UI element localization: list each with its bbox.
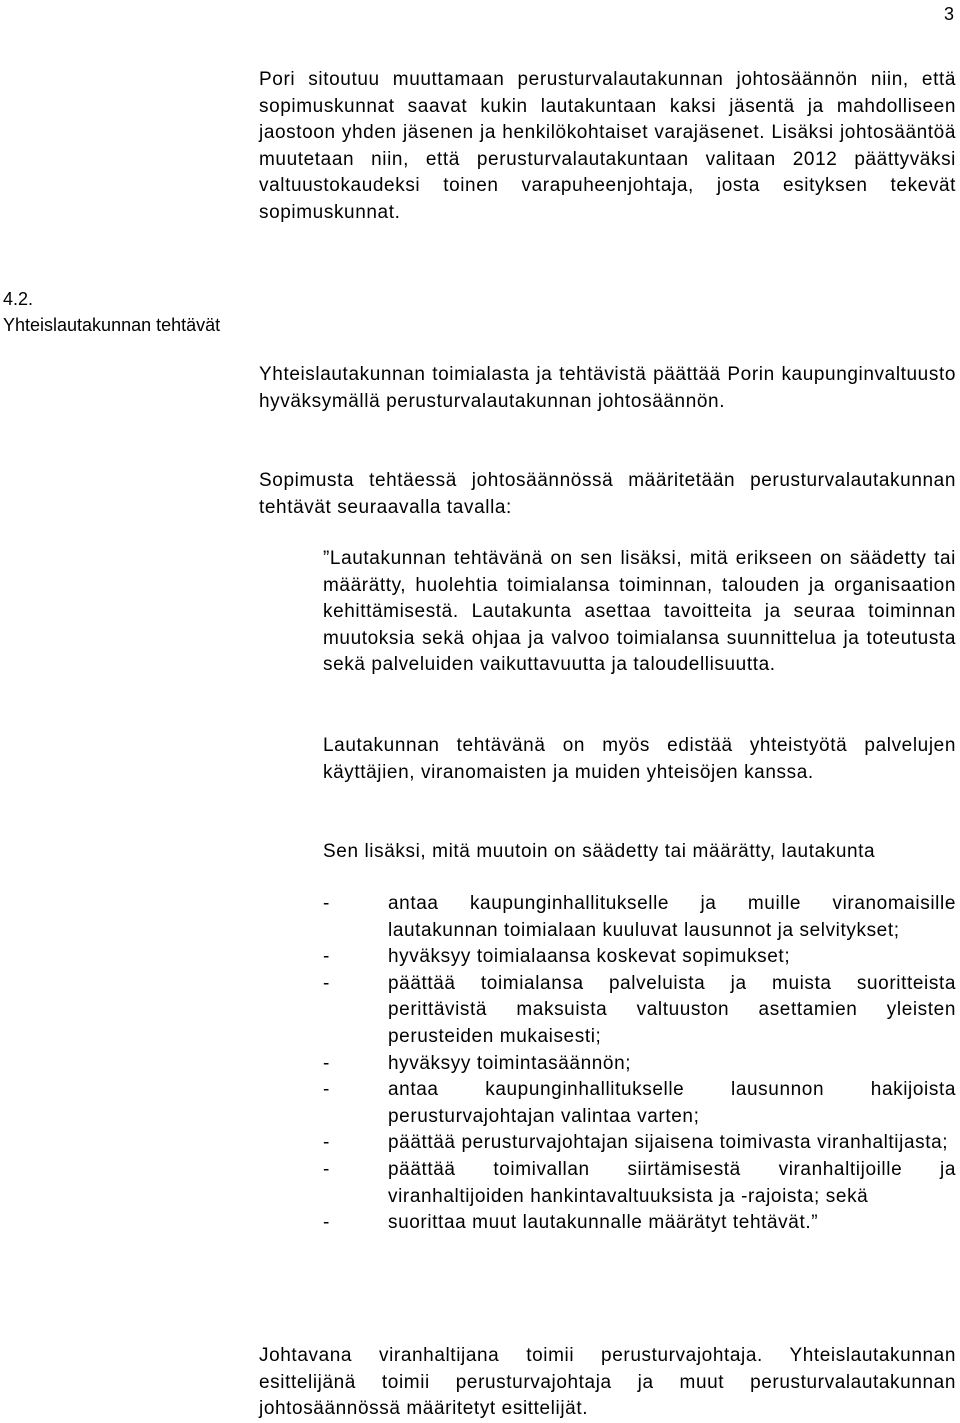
list-item-text: suorittaa muut lautakunnalle määrätyt tehtävät.” <box>388 1212 819 1234</box>
quote-paragraph-cooperation: Lautakunnan tehtävänä on myös edistää yhteistyötä palvelujen käyttäjien, viranomaisten ja muiden yhteisöjen kanssa. <box>323 735 956 783</box>
list-item-text: antaa kaupunginhallitukselle ja muille viranomaisille lautakunnan toimialaan kuuluvat lausunnot ja selvitykset; <box>388 893 956 941</box>
section-number: 4.2. <box>3 289 34 309</box>
list-dash: - <box>323 893 330 914</box>
list-item-text: hyväksyy toimintasäännön; <box>388 1052 632 1074</box>
list-item <box>323 944 956 971</box>
list-item <box>323 1130 956 1157</box>
list-item <box>323 1077 956 1130</box>
paragraph-commitment: Pori sitoutuu muuttamaan perusturvalautakunnan johtosäännön niin, että sopimuskunnat saavat kukin lautakuntaan kaksi jäsentä ja mahdolliseen jaostoon yhden jäsenen ja henkilökohtaiset varajäsenet. Lisäksi johtosääntöä muutetaan niin, että perusturvalautakuntaan valitaan 2012 päättyväksi valtuustokaudeksi toinen varapuheenjohtaja, josta esityksen tekevät sopimuskunnat. <box>259 69 956 223</box>
paragraph-agreement: Sopimusta tehtäessä johtosäännössä määritetään perusturvalautakunnan tehtävät seuraavalla tavalla: <box>259 470 956 518</box>
paragraph-officials: Johtavana viranhaltijana toimii perusturvajohtaja. Yhteislautakunnan esittelijänä toimii perusturvajohtaja ja muut perusturvalautakunnan johtosäännössä määritetyt esittelijät. <box>259 1345 956 1420</box>
list-dash: - <box>323 972 330 994</box>
list-item-text: päättää toimivallan siirtämisestä viranhaltijoille ja viranhaltijoiden hankintavaltuuksista ja -rajoista; sekä <box>388 1158 956 1207</box>
page-number: 3 <box>943 4 954 24</box>
duties-list <box>323 891 956 1237</box>
list-dash: - <box>323 1052 330 1074</box>
list-item <box>323 1051 956 1078</box>
list-item <box>323 971 956 1051</box>
list-item-text: hyväksyy toimialaansa koskevat sopimukset; <box>388 946 791 968</box>
list-dash: - <box>323 946 330 968</box>
list-dash: - <box>323 1158 330 1180</box>
list-item <box>323 1157 956 1210</box>
paragraph-scope: Yhteislautakunnan toimialasta ja tehtävistä päättää Porin kaupunginvaltuusto hyväksymällä perusturvalautakunnan johtosäännön. <box>259 364 956 412</box>
list-item-text: antaa kaupunginhallitukselle lausunnon hakijoista perusturvajohtajan valintaa varten; <box>388 1079 956 1127</box>
list-item <box>323 891 956 944</box>
quote-paragraph-duties: ”Lautakunnan tehtävänä on sen lisäksi, mitä erikseen on säädetty tai määrätty, huolehtia toimialansa toiminnan, talouden ja organisaation kehittämisestä. Lautakunta asettaa tavoitteita ja seuraa toiminnan muutoksia sekä ohjaa ja valvoo toimialansa suunnittelua ja toteutusta sekä palveluiden vaikuttavuutta ja taloudellisuutta. <box>323 548 956 676</box>
list-dash: - <box>323 1079 330 1101</box>
list-item-text: päättää perusturvajohtajan sijaisena toimivasta viranhaltijasta; <box>388 1132 949 1154</box>
list-item <box>323 1210 956 1237</box>
quote-paragraph-additional: Sen lisäksi, mitä muutoin on säädetty tai määrätty, lautakunta <box>323 841 876 862</box>
section-heading <box>3 286 243 338</box>
section-title: Yhteislautakunnan tehtävät <box>3 315 221 335</box>
list-item-text: päättää toimialansa palveluista ja muista suoritteista perittävistä maksuista valtuuston asettamien yleisten perusteiden mukaisesti; <box>388 972 956 1047</box>
list-dash: - <box>323 1132 330 1154</box>
list-dash: - <box>323 1212 330 1234</box>
